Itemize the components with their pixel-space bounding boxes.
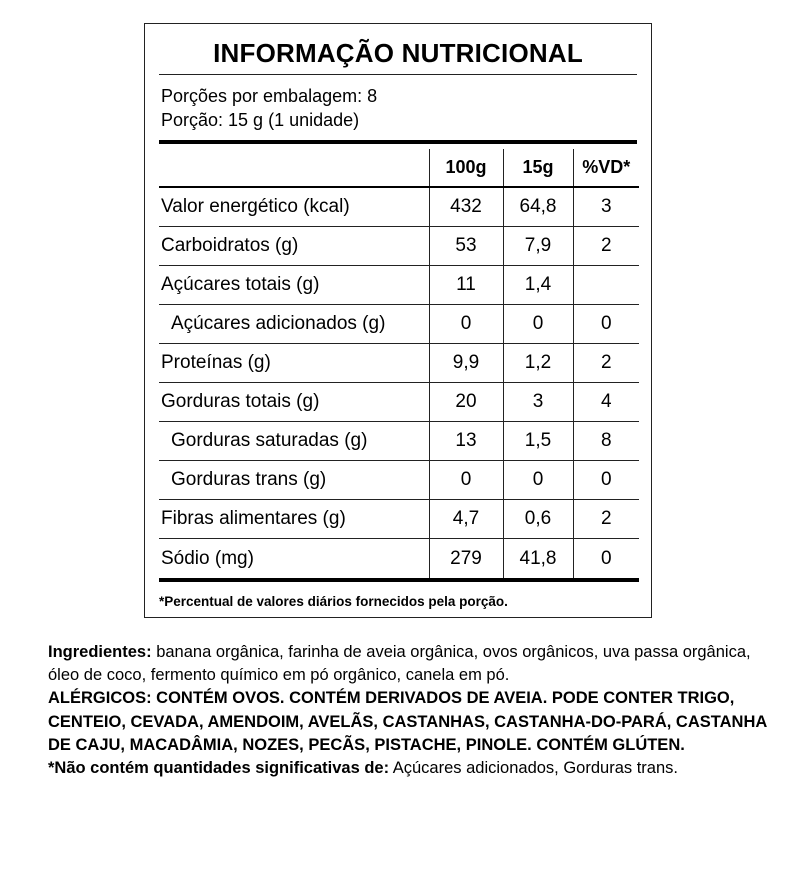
- row-label: Açúcares totais (g): [159, 266, 429, 305]
- row-label: Açúcares adicionados (g): [159, 305, 429, 344]
- row-label: Valor energético (kcal): [159, 187, 429, 227]
- servings-divider: [159, 140, 637, 144]
- value-vd: 2: [573, 344, 639, 383]
- row-label: Gorduras saturadas (g): [159, 422, 429, 461]
- value-100g: 13: [429, 422, 503, 461]
- ingredients-paragraph: [48, 641, 778, 687]
- value-15g: 41,8: [503, 539, 573, 581]
- value-15g: 7,9: [503, 227, 573, 266]
- header-label: [159, 149, 429, 187]
- value-100g: 11: [429, 266, 503, 305]
- value-vd: 8: [573, 422, 639, 461]
- ingredients-text: banana orgânica, farinha de aveia orgânica, ovos orgânicos, uva passa orgânica, óleo de coco, fermento químico em pó orgânico, canela em pó.: [48, 643, 751, 685]
- table-row: [159, 500, 639, 539]
- row-label: Proteínas (g): [159, 344, 429, 383]
- nutrition-facts-panel: [144, 23, 652, 618]
- ingredients-label: Ingredientes:: [48, 643, 152, 661]
- value-100g: 432: [429, 187, 503, 227]
- note-text: Açúcares adicionados, Gorduras trans.: [389, 759, 678, 778]
- portion-size: Porção: 15 g (1 unidade): [161, 110, 360, 130]
- value-15g: 3: [503, 383, 573, 422]
- table-row: [159, 305, 639, 344]
- table-row: [159, 187, 639, 227]
- value-vd: 2: [573, 500, 639, 539]
- value-vd: 0: [573, 305, 639, 344]
- row-label: Fibras alimentares (g): [159, 500, 429, 539]
- table-row: [159, 383, 639, 422]
- note-label: *Não contém quantidades significativas de:: [48, 759, 390, 778]
- ingredients-block: [48, 641, 778, 780]
- table-row: [159, 344, 639, 383]
- value-100g: 4,7: [429, 500, 503, 539]
- table-row: [159, 266, 639, 305]
- row-label: Sódio (mg): [159, 539, 429, 581]
- row-label: Carboidratos (g): [159, 227, 429, 266]
- row-label: Gorduras totais (g): [159, 383, 429, 422]
- table-row: [159, 539, 639, 581]
- value-15g: 1,2: [503, 344, 573, 383]
- value-15g: 0: [503, 461, 573, 500]
- value-100g: 20: [429, 383, 503, 422]
- allergens-text: ALÉRGICOS: CONTÉM OVOS. CONTÉM DERIVADOS DE AVEIA. PODE CONTER TRIGO, CENTEIO, CEVADA, AMENDOIM, AVELÃS, CASTANHAS, CASTANHA-DO-PARÁ, CASTANHA DE CAJU, MACADÂMIA, NOZES, PECÃS, PISTACHE, PINOLE. CONTÉM GLÚTEN.: [48, 689, 767, 754]
- value-15g: 1,4: [503, 266, 573, 305]
- value-vd: 4: [573, 383, 639, 422]
- value-100g: 53: [429, 227, 503, 266]
- nutrition-table: [159, 149, 639, 582]
- value-100g: 0: [429, 305, 503, 344]
- footnote: *Percentual de valores diários fornecidos pela porção.: [159, 594, 508, 609]
- header-15g: 15g: [503, 149, 573, 187]
- value-100g: 9,9: [429, 344, 503, 383]
- value-100g: 0: [429, 461, 503, 500]
- servings-per-package: Porções por embalagem: 8: [161, 86, 378, 106]
- value-15g: 64,8: [503, 187, 573, 227]
- title-divider: [159, 74, 637, 75]
- table-header-row: [159, 149, 639, 187]
- value-15g: 0,6: [503, 500, 573, 539]
- table-row: [159, 227, 639, 266]
- value-vd: 2: [573, 227, 639, 266]
- row-label: Gorduras trans (g): [159, 461, 429, 500]
- table-row: [159, 461, 639, 500]
- note-paragraph: [48, 757, 778, 780]
- value-15g: 0: [503, 305, 573, 344]
- table-row: [159, 422, 639, 461]
- value-100g: 279: [429, 539, 503, 581]
- panel-title: INFORMAÇÃO NUTRICIONAL: [213, 38, 583, 68]
- value-vd: 0: [573, 539, 639, 581]
- header-100g: 100g: [429, 149, 503, 187]
- value-15g: 1,5: [503, 422, 573, 461]
- value-vd: [573, 266, 639, 305]
- value-vd: 3: [573, 187, 639, 227]
- header-vd: %VD*: [573, 149, 639, 187]
- value-vd: 0: [573, 461, 639, 500]
